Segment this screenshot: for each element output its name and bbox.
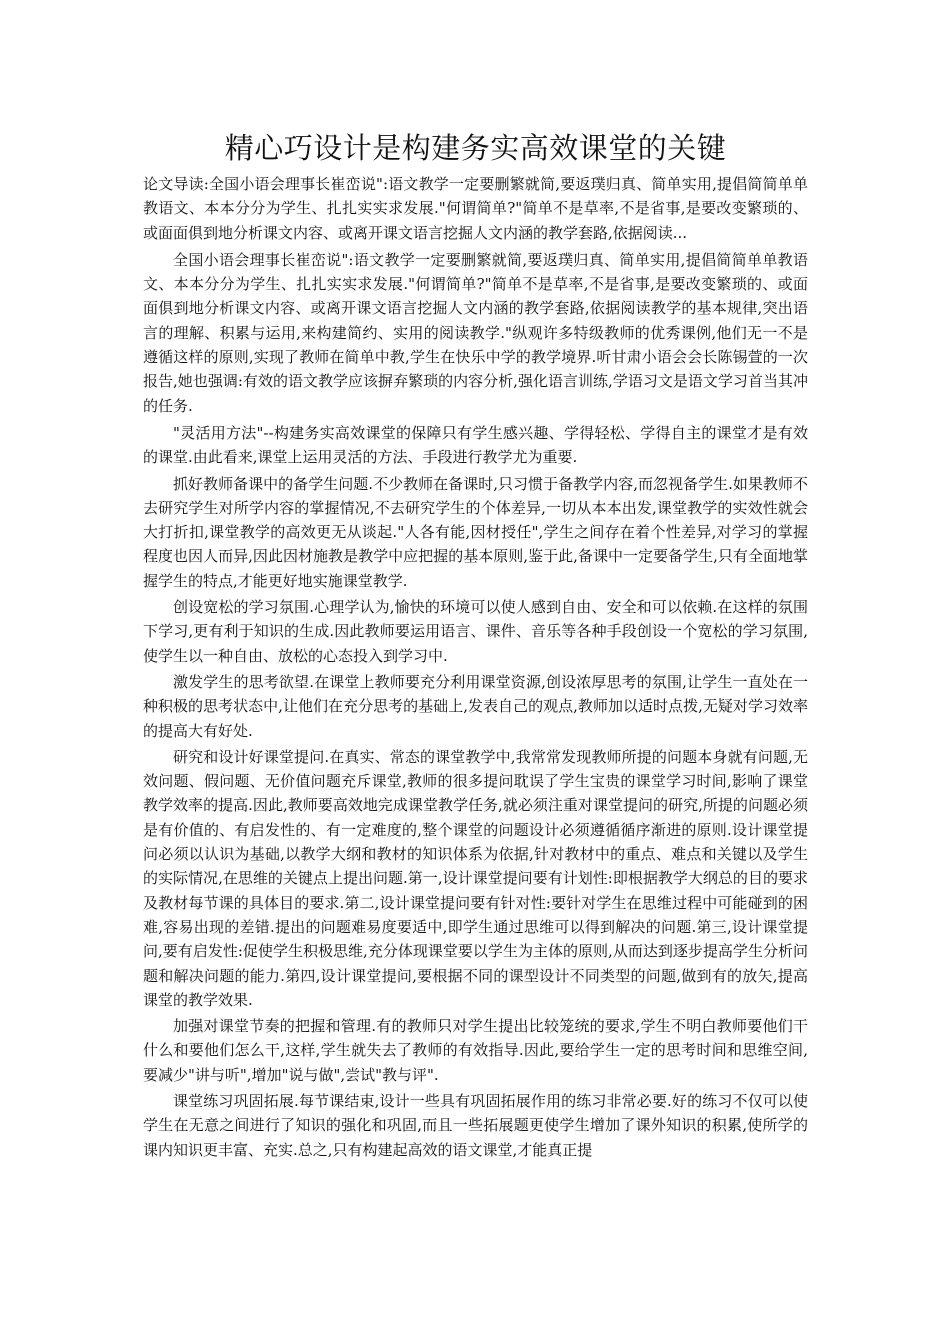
body-paragraph-8: 课堂练习巩固拓展.每节课结束,设计一些具有巩固拓展作用的练习非常必要.好的练习不仅可以使学生在无意之间进行了知识的强化和巩固,而且一些拓展题更使学生增加了课外知识的积累,使所学的课内知识更丰富、充实.总之,只有构建起高效的语文课堂,才能真正提	[143, 1091, 808, 1159]
body-paragraph-7: 加强对课堂节奏的把握和管理.有的教师只对学生提出比较笼统的要求,学生不明白教师要他们干什么和要他们怎么干,这样,学生就失去了教师的有效指导.因此,要给学生一定的思考时间和思维空间,要减少"讲与听",增加"说与做",尝试"教与评".	[143, 1017, 808, 1084]
body-paragraph-5: 激发学生的思考欲望.在课堂上教师要充分利用课堂资源,创设浓厚思考的氛围,让学生一直处在一种积极的思考状态中,让他们在充分思考的基础上,发表自己的观点,教师加以适时点拨,无疑对学习效率的提高大有好处.	[143, 672, 808, 740]
body-paragraph-6: 研究和设计好课堂提问.在真实、常态的课堂教学中,我常常发现教师所提的问题本身就有问题,无效问题、假问题、无价值问题充斥课堂,教师的很多提问耽误了学生宝贵的课堂学习时间,影响了课堂教学效率的提高.因此,教师要高效地完成课堂教学任务,就必须注重对课堂提问的研究,所提的问题必须是有价值的、有启发性的、有一定难度的,整个课堂的问题设计必须遵循循序渐进的原则.设计课堂提问必须以认识为基础,以教学大纲和教材的知识体系为依据,针对教材中的重点、难点和关键以及学生的实际情况,在思维的关键点上提出问题.第一,设计课堂提问要有计划性:即根据教学大纲总的目的要求及教材每节课的具体目的要求.第二,设计课堂提问要有针对性:要针对学生在思维过程中可能碰到的困难,容易出现的差错.提出的问题难易度要适中,即学生通过思维可以得到解决的问题.第三,设计课堂提问,要有启发性:促使学生积极思维,充分体现课堂要以学生为主体的原则,从而达到逐步提高学生分析问题和解决问题的能力.第四,设计课堂提问,要根据不同的课型设计不同类型的问题,做到有的放矢,提高课堂的教学效果.	[143, 747, 808, 1009]
lead-paragraph: 论文导读:全国小语会理事长崔峦说":语文教学一定要删繁就简,要返璞归真、简单实用,提倡简简单单教语文、本本分分为学生、扎扎实实求发展."何谓简单?"简单不是草率,不是省事,是要改变繁琐的、或面面俱到地分析课文内容、或离开课文语言挖掘人文内涵的教学套路,依据阅读...	[143, 175, 808, 242]
document-title: 精心巧设计是构建务实高效课堂的关键	[224, 131, 727, 165]
body-paragraph-2: "灵活用方法"--构建务实高效课堂的保障只有学生感兴趣、学得轻松、学得自主的课堂才是有效的课堂.由此看来,课堂上运用灵活的方法、手段进行教学尤为重要.	[143, 423, 808, 467]
body-paragraph-1: 全国小语会理事长崔峦说":语文教学一定要删繁就简,要返璞归真、简单实用,提倡简简单单教语文、本本分分为学生、扎扎实实求发展."何谓简单?"简单不是草率,不是省事,是要改变繁琐的、或面面俱到地分析课文内容、或离开课文语言挖掘人文内涵的教学套路,依据阅读教学的基本规律,突出语言的理解、积累与运用,来构建简约、实用的阅读教学."纵观许多特级教师的优秀课例,他们无一不是遵循这样的原则,实现了教师在简单中教,学生在快乐中学的教学境界.听甘肃小语会会长陈锡萱的一次报告,她也强调:有效的语文教学应该摒弃繁琐的内容分析,强化语言训练,学语习文是语文学习首当其冲的任务.	[143, 250, 808, 415]
document-page	[143, 128, 808, 1162]
body-paragraph-3: 抓好教师备课中的备学生问题.不少教师在备课时,只习惯于备教学内容,而忽视备学生.如果教师不去研究学生对所学内容的掌握情况,不去研究学生的个体差异,一切从本本出发,课堂教学的实效性就会大打折扣,课堂教学的高效更无从谈起."人各有能,因材授任",学生之间存在着个性差异,对学习的掌握程度也因人而异,因此因材施教是教学中应把握的基本原则,鉴于此,备课中一定要备学生,只有全面地掌握学生的特点,才能更好地实施课堂教学.	[143, 474, 808, 590]
body-paragraph-4: 创设宽松的学习氛围.心理学认为,愉快的环境可以使人感到自由、安全和可以依赖.在这样的氛围下学习,更有利于知识的生成.因此教师要运用语言、课件、音乐等各种手段创设一个宽松的学习氛围,使学生以一种自由、放松的心态投入到学习中.	[143, 598, 808, 665]
